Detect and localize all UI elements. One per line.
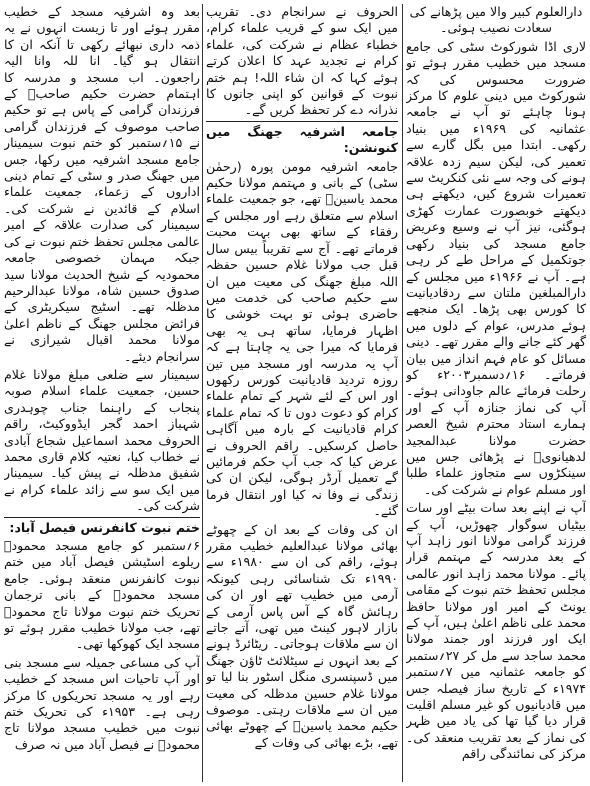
col1-para-1: دارالعلوم کبیر والا میں پڑھانے کی سعادت نصیب ہوئی۔ <box>409 4 583 36</box>
col3-heading: ختم نبوت کانفرنس فیصل آباد: <box>9 519 200 535</box>
col3-para-1: بعد وہ اشرفیہ مسجد کے خطیب مقرر ہوئے اور تا زیست انہوں نے یہ ذمہ داری نبھائے رکھی تا آنکہ ان کا انتقال ہو گیا۔ انا للہ وانا الیہ راجعون۔ اب مسجد و مدرسہ کا اہتمام حضرت حکیم صاحبؒ کے فرزندان گرامی کے پاس ہے تو حکیم صاحب موصوف کے فرزندان گرامی نے ۱۵؍ستمبر کو ختم نبوت سیمینار جامع مسجد اشرفیہ میں رکھا، جس میں جھنگ صدر و سٹی کے تمام دینی اداروں کے زعماء، جمعیت علماء اسلام کے قائدین نے شرکت کی۔ سیمینار کی صدارت علاقہ کے امیر عالمی مجلس تحفظ ختم نبوت نے کی جبکہ مہمان خصوصی جامعہ محمودیہ کے شیخ الحدیث مولانا سید صدوق حسین شاہ، مولانا عبدالرحیم مدظلہ تھے۔ اسٹیج سیکریٹری کے فرائض مجلس جھنگ کے ناظم اعلیٰ مولانا محمد اقبال شیرازی نے سرانجام دیئے۔ <box>4 4 200 364</box>
col2-para-3: ان کی وفات کے بعد ان کے چھوٹے بھائی مولانا عبدالعلیم خطیب مقرر ہوئے، راقم کی ان سے ۱۹۸۰ء سے ۱۹۹۰ء تک شناسائی رہی کیونکہ آرمی میں خطیب تھے اور ان کی رہائش گاہ کے آس پاس آرمی کے بازار لاہور کینٹ میں تھی، آتے جاتے ان سے ملاقات ہوجاتی۔ ریٹائرڈ ہونے کے بعد انہوں نے سیٹلائٹ ٹاؤن جھنگ میں ڈسپنسری منگل اسٹور بنا لیا تو مولانا غلام حسین مدظلہ کی معیت میں ان سے ملاقات رہتی۔ موصوف حکیم محمد یاسینؒ کے چھوٹے بھائی تھے، بڑے بھائی کی وفات کے <box>206 521 398 750</box>
col3-para-2: سیمینار سے ضلعی مبلغ مولانا غلام حسین، جمعیت علماء اسلام صوبہ پنجاب کے راہنما جناب چوہدری شہباز احمد گجر ایڈووکیٹ، راقم الحروف محمد اسماعیل شجاع آبادی نے خطاب کیا، نعتیہ کلام قاری محمد شفیق مدظلہ نے پیش کیا۔ سیمینار میں ایک سو سے زائد علماء کرام نے شرکت کی۔ <box>4 366 200 514</box>
col2-heading: جامعہ اشرفیہ جھنگ میں کنونشن: <box>206 123 398 156</box>
col1-para-2: لاری اڈا شورکوٹ سٹی کی جامع مسجد میں خطیب مقرر ہوئے تو ضرورت محسوس کی کہ شورکوٹ میں دینی علوم کا مرکز ہونا چاہئے تو آپ نے جامعہ عثمانیہ کی ۱۹۶۹ء میں بنیاد رکھی۔ ابتدا میں بگل گارے سے تعمیر کی، لیکن سیم زدہ علاقہ ہونے کی وجہ سے نئی کنکریٹ سے تعمیرات شروع کیں، دیکھتے ہی دیکھتے خوبصورت عمارت کھڑی ہوگئی، نیز آپ نے وسیع وعریض جامع مسجد کی بنیاد رکھی جوتکمیل کے مراحل طے کر رہی ہے۔ آپ نے ۱۹۶۶ء میں مجلس کے دارالمبلغین ملتان سے ردقادیانیت کا کورس بھی پڑھا۔ ایک منجھے ہوئے مدرس، عوام کے دلوں میں گھر کئے جانے والے مقرر تھے۔ دینی مسائل کو عام فہم انداز میں بیان فرماتے۔ ۱۶؍دسمبر۲۰۰۳ء کو رحلت فرمائے عالم جاودانی ہوئے۔ آپ کی نماز جنازہ آپ کے اور ہمارے استاد محترم شیخ العصر حضرت مولانا عبدالمجید لدھیانویؒ نے پڑھائی جس میں سینکڑوں سے متجاوز علماء طلبا اور مسلم عوام نے شرکت کی۔ <box>406 38 586 497</box>
col2-heading-rule <box>206 121 398 122</box>
column-middle <box>206 4 398 782</box>
column-right <box>406 4 586 782</box>
col3-para-4: آپ کی مساعی جمیلہ سے مسجد بنی اور آپ تاحیات اس مسجد کے خطیب رہے اور یہ مسجد تحریکوں کا مرکز رہی ہے۔ ۱۹۵۳ء کی تحریک ختم نبوت میں خطیب مسجد مولانا تاج محمودؒ نے فیصل آباد میں نہ صرف <box>4 654 200 752</box>
column-divider-2 <box>202 4 203 782</box>
column-divider-1 <box>402 4 403 782</box>
col2-para-2: جامعہ اشرفیہ مومن پورہ (رحمٰن سٹی) کے بانی و مہتمم مولانا حکیم محمد یاسینؒ تھے، جو جمعیت علماء اسلام سے متعلق رہے اور مجلس کے رفقاء کے ساتھ بھی بہت محبت فرماتے تھے۔ آج سے تقریباً بیس سال قبل جب مولانا غلام حسین حفظہ اللہ مبلغ جھنگ کی معیت میں ان سے حکیم صاحب کی خدمت میں حاضری ہوئی تو بہت خوشی کا اظہار فرمایا، ساتھ ہی یہ بھی فرمایا کہ میرا جی یہ چاہتا ہے کہ آپ یہ مدرسہ اور مسجد میں تین روزہ تردید قادیانیت کورس رکھوں اور اس کے لئے شہر کے تمام علماء کرام کو دعوت دوں تا کہ تمام علماء کرام قادیانیت کے بارہ میں آگاہی حاصل کرسکیں۔ راقم الحروف نے عرض کیا کہ جب آپ حکم فرمائیں گے تعمیل آرڈر ہوگی، لیکن ان کی زندگی نے وفا نہ کیا اور انتقال فرما گئے۔ <box>206 158 398 519</box>
col1-para-3: آپ نے اپنے بعد سات بیٹے اور سات بیٹیاں سوگوار چھوڑیں، آپ کے فرزند گرامی مولانا انور زاہد آپ کے بعد مدرسہ کے مہتمم قرار پائے۔ مولانا محمد زاہد انور عالمی مجلس تحفظ ختم نبوت کے مقامی یونٹ کے امیر اور مولانا حافظ محمد علی ناظم اعلیٰ ہیں، آپ کے ایک اور فرزند اور جمند مولانا محمد ساجد سے مل کر ۲۷؍ستمبر کو جامعہ عثمانیہ میں ۷؍ستمبر ۱۹۷۴ء کے تاریخ ساز فیصلہ جس میں قادیانیوں کو غیر مسلم اقلیت قرار دیا گیا تھا کی یاد میں ظہر کی نماز کے بعد تقریب منعقد کی۔ مرکز کی نمائندگی راقم <box>406 500 586 762</box>
col2-para-1: الحروف نے سرانجام دی۔ تقریب میں ایک سو کے قریب علماء کرام، خطباء عظام نے شرکت کی، علماء کرام نے تجدید عہد کا اعلان کرتے ہوئے کہا کہ ان شاء اللہ! ہم ختم نبوت کے قوانین کو اپنی جانوں کا نذرانہ دے کر تحفظ کریں گے۔ <box>206 4 398 118</box>
col3-para-3: ۶؍ستمبر کو جامع مسجد محمودؒ ریلوے اسٹیشن فیصل آباد میں ختم نبوت کانفرنس منعقد ہوئی۔ جامع مسجد محمودؒ کے بانی ترجمان تحریک ختم نبوت مولانا تاج محمودؒ تھے، جب مولانا خطیب مقرر ہوئے تو مسجد ایک کھوکھا تھی۔ <box>4 538 200 652</box>
column-left <box>4 4 200 782</box>
col3-heading-rule <box>4 517 200 518</box>
